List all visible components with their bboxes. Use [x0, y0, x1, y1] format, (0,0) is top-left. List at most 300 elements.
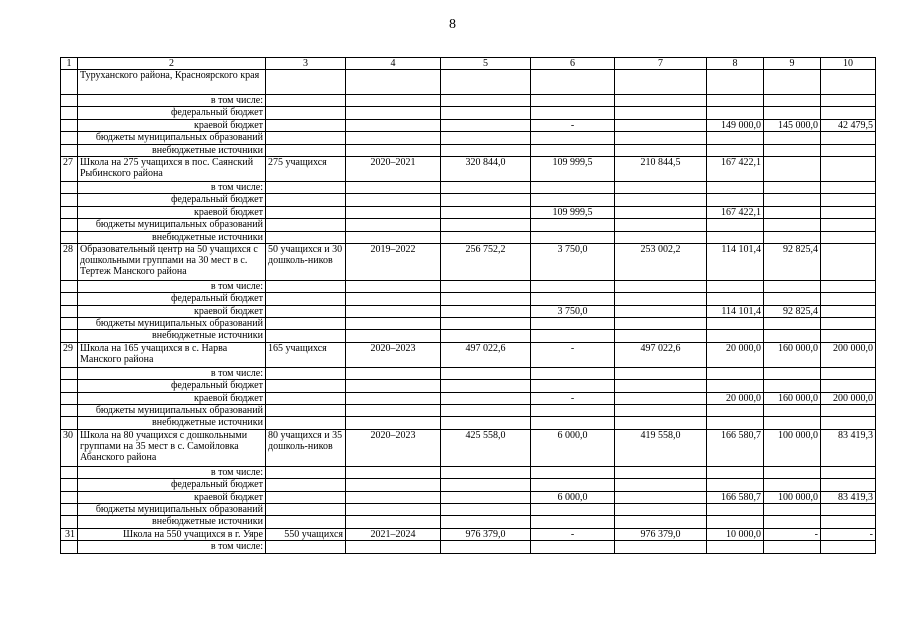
- table-cell: Туруханского района, Красноярского края: [78, 70, 266, 95]
- table-cell: [441, 491, 531, 503]
- table-cell: 6 000,0: [531, 491, 615, 503]
- table-cell: [764, 330, 821, 342]
- table-cell: [531, 181, 615, 193]
- table-cell: [441, 95, 531, 107]
- table-cell: бюджеты муниципальных образований: [78, 219, 266, 231]
- table-cell: краевой бюджет: [78, 392, 266, 404]
- table-cell: [441, 330, 531, 342]
- table-cell: [821, 181, 876, 193]
- table-cell: -: [531, 342, 615, 367]
- table-cell: 3 750,0: [531, 305, 615, 317]
- table-cell: -: [531, 119, 615, 131]
- table-cell: [531, 144, 615, 156]
- table-row: [61, 380, 876, 392]
- table-cell: [441, 144, 531, 156]
- budget-table: [60, 57, 876, 554]
- table-cell: [441, 231, 531, 243]
- table-cell: [764, 516, 821, 528]
- table-header-row: [61, 58, 876, 70]
- table-cell: [764, 70, 821, 95]
- table-cell: 160 000,0: [764, 392, 821, 404]
- table-cell: [707, 380, 764, 392]
- table-cell: в том числе:: [78, 541, 266, 553]
- table-cell: [707, 367, 764, 379]
- table-cell: 210 844,5: [615, 156, 707, 181]
- table-cell: 497 022,6: [441, 342, 531, 367]
- table-cell: [346, 119, 441, 131]
- table-cell: [615, 318, 707, 330]
- table-cell: [61, 417, 78, 429]
- table-cell: [441, 219, 531, 231]
- table-row: [61, 293, 876, 305]
- table-cell: [615, 479, 707, 491]
- header-cell: 7: [615, 58, 707, 70]
- table-cell: [61, 293, 78, 305]
- table-cell: [61, 305, 78, 317]
- table-row: [61, 181, 876, 193]
- table-cell: [821, 318, 876, 330]
- table-cell: [346, 280, 441, 292]
- table-cell: [61, 405, 78, 417]
- table-cell: [764, 380, 821, 392]
- table-cell: [346, 330, 441, 342]
- table-cell: внебюджетные источники: [78, 417, 266, 429]
- table-cell: бюджеты муниципальных образований: [78, 318, 266, 330]
- table-cell: [531, 405, 615, 417]
- table-cell: [707, 95, 764, 107]
- table-cell: [821, 231, 876, 243]
- table-row: [61, 466, 876, 478]
- table-cell: 3 750,0: [531, 243, 615, 280]
- table-cell: [821, 206, 876, 218]
- table-cell: [707, 144, 764, 156]
- table-cell: [346, 95, 441, 107]
- table-cell: [615, 95, 707, 107]
- table-cell: [61, 541, 78, 553]
- table-cell: [764, 144, 821, 156]
- table-cell: внебюджетные источники: [78, 144, 266, 156]
- table-cell: [531, 516, 615, 528]
- table-cell: [346, 181, 441, 193]
- table-cell: [615, 380, 707, 392]
- table-cell: [346, 516, 441, 528]
- table-cell: [531, 280, 615, 292]
- table-cell: -: [764, 528, 821, 540]
- table-cell: [821, 280, 876, 292]
- table-cell: [764, 367, 821, 379]
- table-cell: [266, 95, 346, 107]
- table-cell: краевой бюджет: [78, 119, 266, 131]
- table-row: [61, 243, 876, 280]
- table-cell: [615, 70, 707, 95]
- table-cell: 2021–2024: [346, 528, 441, 540]
- table-cell: 320 844,0: [441, 156, 531, 181]
- table-cell: [441, 380, 531, 392]
- table-cell: [61, 231, 78, 243]
- table-cell: [266, 367, 346, 379]
- table-cell: [61, 491, 78, 503]
- table-cell: [615, 516, 707, 528]
- table-cell: [764, 405, 821, 417]
- table-row: [61, 219, 876, 231]
- table-cell: [346, 417, 441, 429]
- table-cell: [821, 380, 876, 392]
- table-cell: [821, 405, 876, 417]
- table-cell: краевой бюджет: [78, 491, 266, 503]
- table-cell: [764, 479, 821, 491]
- table-cell: 2020–2021: [346, 156, 441, 181]
- table-cell: 166 580,7: [707, 429, 764, 466]
- table-cell: [346, 405, 441, 417]
- table-row: [61, 429, 876, 466]
- table-cell: [441, 181, 531, 193]
- table-cell: [441, 516, 531, 528]
- table-cell: [615, 194, 707, 206]
- table-row: [61, 318, 876, 330]
- table-cell: [707, 541, 764, 553]
- table-cell: Школа на 80 учащихся с дошкольными группами на 35 мест в с. Самойловка Абанского района: [78, 429, 266, 466]
- table-cell: [441, 392, 531, 404]
- table-cell: [707, 330, 764, 342]
- table-cell: [441, 194, 531, 206]
- table-cell: [821, 479, 876, 491]
- table-cell: [707, 293, 764, 305]
- table-cell: [266, 417, 346, 429]
- table-cell: 30: [61, 429, 78, 466]
- table-cell: [266, 194, 346, 206]
- table-cell: в том числе:: [78, 367, 266, 379]
- table-cell: 92 825,4: [764, 243, 821, 280]
- table-cell: [346, 219, 441, 231]
- table-cell: [821, 107, 876, 119]
- table-cell: [707, 70, 764, 95]
- table-cell: 27: [61, 156, 78, 181]
- table-cell: 167 422,1: [707, 156, 764, 181]
- table-cell: [615, 367, 707, 379]
- table-cell: [266, 491, 346, 503]
- table-cell: 200 000,0: [821, 342, 876, 367]
- table-cell: [61, 206, 78, 218]
- table-cell: [266, 405, 346, 417]
- table-cell: 114 101,4: [707, 305, 764, 317]
- table-cell: [615, 231, 707, 243]
- table-cell: [764, 503, 821, 515]
- table-cell: [441, 132, 531, 144]
- table-cell: [764, 107, 821, 119]
- table-row: [61, 491, 876, 503]
- table-cell: [615, 206, 707, 218]
- table-row: [61, 70, 876, 95]
- table-cell: в том числе:: [78, 466, 266, 478]
- table-cell: [441, 503, 531, 515]
- table-cell: [764, 466, 821, 478]
- table-cell: [61, 367, 78, 379]
- table-cell: 256 752,2: [441, 243, 531, 280]
- table-cell: [266, 107, 346, 119]
- table-cell: [61, 280, 78, 292]
- table-cell: [821, 132, 876, 144]
- table-cell: [615, 305, 707, 317]
- table-cell: [266, 144, 346, 156]
- table-cell: 109 999,5: [531, 206, 615, 218]
- table-cell: [821, 219, 876, 231]
- table-row: [61, 95, 876, 107]
- table-cell: [764, 280, 821, 292]
- table-cell: [821, 305, 876, 317]
- table-cell: [531, 132, 615, 144]
- table-cell: [266, 280, 346, 292]
- table-cell: [441, 479, 531, 491]
- table-cell: 83 419,3: [821, 491, 876, 503]
- table-cell: 42 479,5: [821, 119, 876, 131]
- table-cell: [707, 466, 764, 478]
- table-cell: [821, 503, 876, 515]
- table-cell: в том числе:: [78, 95, 266, 107]
- table-row: [61, 280, 876, 292]
- table-cell: [707, 417, 764, 429]
- header-cell: 3: [266, 58, 346, 70]
- table-cell: [531, 70, 615, 95]
- table-cell: [821, 194, 876, 206]
- table-cell: 497 022,6: [615, 342, 707, 367]
- table-cell: [346, 194, 441, 206]
- table-cell: 550 учащихся: [266, 528, 346, 540]
- table-cell: -: [821, 528, 876, 540]
- table-cell: [531, 541, 615, 553]
- table-cell: краевой бюджет: [78, 305, 266, 317]
- table-cell: [346, 367, 441, 379]
- table-cell: 31: [61, 528, 78, 540]
- table-cell: 114 101,4: [707, 243, 764, 280]
- table-row: [61, 206, 876, 218]
- table-cell: [61, 107, 78, 119]
- table-cell: 29: [61, 342, 78, 367]
- table-cell: [707, 107, 764, 119]
- table-cell: 80 учащихся и 35 дошколь-ников: [266, 429, 346, 466]
- table-cell: [266, 181, 346, 193]
- table-cell: [764, 95, 821, 107]
- table-cell: [61, 380, 78, 392]
- table-cell: [707, 219, 764, 231]
- table-cell: [61, 479, 78, 491]
- table-cell: 145 000,0: [764, 119, 821, 131]
- table-cell: [441, 405, 531, 417]
- table-cell: [821, 156, 876, 181]
- table-cell: [615, 107, 707, 119]
- table-cell: [346, 305, 441, 317]
- table-row: [61, 144, 876, 156]
- table-cell: [615, 405, 707, 417]
- table-cell: в том числе:: [78, 181, 266, 193]
- table-cell: [707, 194, 764, 206]
- table-cell: [531, 479, 615, 491]
- table-cell: внебюджетные источники: [78, 330, 266, 342]
- table-cell: [441, 70, 531, 95]
- table-cell: [615, 219, 707, 231]
- table-cell: [441, 417, 531, 429]
- table-cell: [615, 330, 707, 342]
- table-cell: [266, 132, 346, 144]
- table-cell: [821, 466, 876, 478]
- table-cell: 20 000,0: [707, 392, 764, 404]
- table-cell: [346, 132, 441, 144]
- table-cell: [266, 231, 346, 243]
- table-row: [61, 305, 876, 317]
- table-cell: [764, 541, 821, 553]
- table-cell: внебюджетные источники: [78, 516, 266, 528]
- table-cell: 92 825,4: [764, 305, 821, 317]
- table-cell: [764, 231, 821, 243]
- table-cell: 167 422,1: [707, 206, 764, 218]
- table-row: [61, 541, 876, 553]
- table-row: [61, 119, 876, 131]
- table-cell: 166 580,7: [707, 491, 764, 503]
- table-cell: [346, 479, 441, 491]
- table-row: [61, 405, 876, 417]
- table-cell: [615, 181, 707, 193]
- table-cell: [821, 417, 876, 429]
- table-cell: [531, 417, 615, 429]
- table-cell: [764, 132, 821, 144]
- table-cell: [61, 95, 78, 107]
- table-cell: [441, 280, 531, 292]
- table-cell: 100 000,0: [764, 491, 821, 503]
- table-cell: [441, 541, 531, 553]
- table-cell: федеральный бюджет: [78, 380, 266, 392]
- table-cell: [346, 503, 441, 515]
- table-cell: 109 999,5: [531, 156, 615, 181]
- table-cell: [821, 330, 876, 342]
- table-cell: [531, 293, 615, 305]
- table-cell: [266, 119, 346, 131]
- header-cell: 10: [821, 58, 876, 70]
- table-cell: [346, 392, 441, 404]
- header-cell: 2: [78, 58, 266, 70]
- table-cell: [615, 541, 707, 553]
- table-cell: [821, 95, 876, 107]
- table-cell: [346, 70, 441, 95]
- table-cell: [61, 219, 78, 231]
- table-cell: [346, 318, 441, 330]
- table-cell: [707, 405, 764, 417]
- table-row: [61, 479, 876, 491]
- table-cell: [61, 181, 78, 193]
- table-cell: [61, 516, 78, 528]
- table-cell: [266, 503, 346, 515]
- table-row: [61, 503, 876, 515]
- table-cell: [531, 95, 615, 107]
- table-cell: [764, 181, 821, 193]
- table-cell: 976 379,0: [441, 528, 531, 540]
- table-cell: [615, 503, 707, 515]
- table-cell: [346, 231, 441, 243]
- table-cell: [764, 194, 821, 206]
- table-cell: [821, 367, 876, 379]
- table-cell: [821, 70, 876, 95]
- table-cell: [707, 503, 764, 515]
- table-row: [61, 516, 876, 528]
- table-cell: [707, 231, 764, 243]
- table-cell: [441, 367, 531, 379]
- table-cell: [531, 380, 615, 392]
- table-cell: [707, 181, 764, 193]
- table-cell: Школа на 275 учащихся в пос. Саянский Рыбинского района: [78, 156, 266, 181]
- table-cell: [61, 119, 78, 131]
- table-cell: [531, 503, 615, 515]
- table-cell: [707, 132, 764, 144]
- table-cell: 425 558,0: [441, 429, 531, 466]
- header-cell: 1: [61, 58, 78, 70]
- table-cell: [61, 70, 78, 95]
- table-row: [61, 367, 876, 379]
- table-cell: внебюджетные источники: [78, 231, 266, 243]
- table-cell: [764, 293, 821, 305]
- table-cell: [266, 70, 346, 95]
- table-cell: [441, 107, 531, 119]
- table-cell: [615, 491, 707, 503]
- table-cell: [266, 392, 346, 404]
- table-cell: [821, 144, 876, 156]
- table-cell: 976 379,0: [615, 528, 707, 540]
- table-cell: федеральный бюджет: [78, 194, 266, 206]
- table-cell: [346, 380, 441, 392]
- table-cell: -: [531, 528, 615, 540]
- header-cell: 6: [531, 58, 615, 70]
- table-cell: 10 000,0: [707, 528, 764, 540]
- table-cell: [707, 280, 764, 292]
- table-cell: [346, 293, 441, 305]
- table-cell: [615, 293, 707, 305]
- table-cell: [61, 466, 78, 478]
- table-cell: [707, 479, 764, 491]
- table-row: [61, 132, 876, 144]
- table-cell: [266, 479, 346, 491]
- table-cell: [266, 318, 346, 330]
- table-row: [61, 194, 876, 206]
- table-cell: 200 000,0: [821, 392, 876, 404]
- table-cell: 50 учащихся и 30 дошколь-ников: [266, 243, 346, 280]
- table-cell: 275 учащихся: [266, 156, 346, 181]
- table-cell: [821, 541, 876, 553]
- header-cell: 5: [441, 58, 531, 70]
- table-cell: [61, 144, 78, 156]
- table-cell: [615, 417, 707, 429]
- table-row: [61, 528, 876, 540]
- table-cell: федеральный бюджет: [78, 293, 266, 305]
- table-cell: [531, 466, 615, 478]
- table-cell: 149 000,0: [707, 119, 764, 131]
- table-cell: федеральный бюджет: [78, 107, 266, 119]
- table-cell: [531, 330, 615, 342]
- table-cell: [764, 417, 821, 429]
- table-cell: [441, 293, 531, 305]
- table-cell: [531, 219, 615, 231]
- table-cell: [266, 516, 346, 528]
- table-row: [61, 156, 876, 181]
- table-cell: бюджеты муниципальных образований: [78, 132, 266, 144]
- table-cell: 2019–2022: [346, 243, 441, 280]
- table-cell: [266, 330, 346, 342]
- table-cell: [615, 392, 707, 404]
- table-cell: [531, 231, 615, 243]
- table-cell: [615, 144, 707, 156]
- table-cell: [615, 132, 707, 144]
- table-cell: [61, 503, 78, 515]
- table-cell: [764, 156, 821, 181]
- table-cell: [346, 541, 441, 553]
- table-cell: [266, 206, 346, 218]
- table-cell: федеральный бюджет: [78, 479, 266, 491]
